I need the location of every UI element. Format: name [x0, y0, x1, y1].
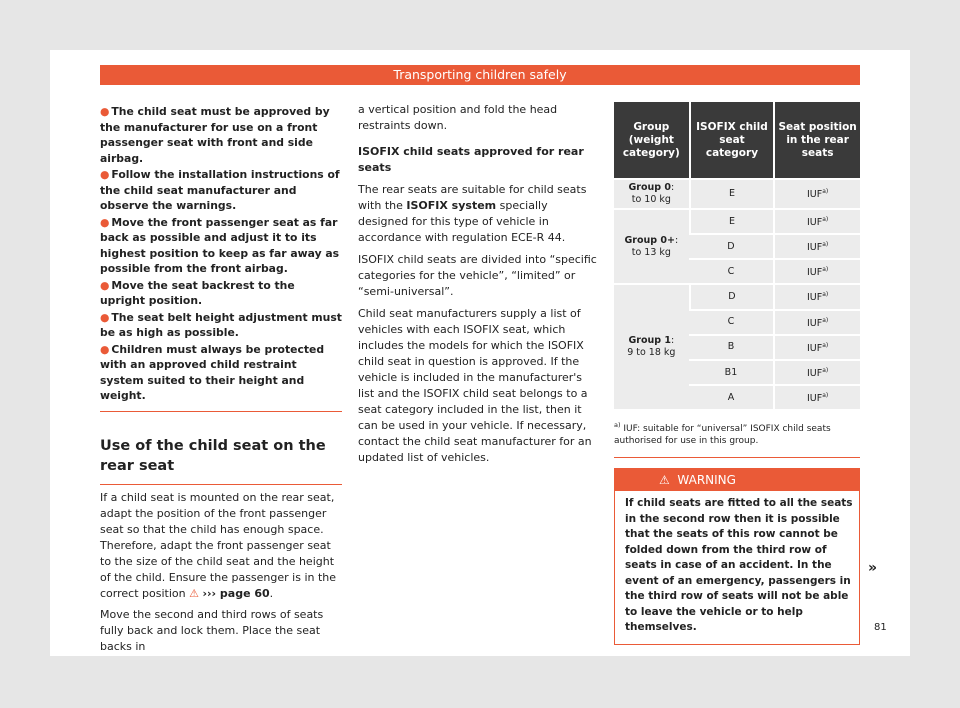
bullet-item: ● The seat belt height adjustment must be as high as possible.: [100, 310, 342, 339]
table-header-cell: Seat position in the rear seats: [773, 102, 860, 178]
paragraph: ISOFIX child seats are divided into “specific categories for the vehicle”, “limited” or “semi-universal”.: [358, 253, 597, 298]
bullet-dot-icon: ●: [100, 278, 110, 292]
category-cell: E: [689, 210, 774, 233]
warning-header: ⚠ WARNING: [615, 469, 859, 491]
bullet-dot-icon: ●: [100, 215, 110, 229]
paragraph: The rear seats are suitable for child seats with the ISOFIX system specially designed for this type of vehicle in accordance with regulation ECE-R 44.: [358, 183, 587, 244]
paragraph: a vertical position and fold the head restraints down.: [358, 103, 558, 132]
position-cell: IUF$^{a)}$: [773, 285, 860, 308]
table-row: [614, 210, 860, 233]
position-cell: IUF$^{a)}$: [773, 361, 860, 384]
group-cell: Group 0: to 10 kg: [614, 180, 689, 208]
bullet-item: ● The child seat must be approved by the manufacturer for use on a front passenger seat with front and side airbag.: [100, 105, 330, 165]
warning-text: If child seats are fitted to all the seats in the second row then it is possible that the seats of this row cannot be folded down from the third row of seats in case of an accident. In the event of an emergency, passengers in the third row of seats will not be able to leave the vehicle or to help themselves.: [625, 497, 853, 634]
position-cell: IUF$^{a)}$: [773, 260, 860, 283]
category-cell: C: [689, 311, 774, 334]
category-cell: A: [689, 386, 774, 409]
bullet-dot-icon: ●: [100, 342, 110, 356]
category-cell: D: [689, 285, 774, 308]
table-header-cell: Group (weight category): [614, 102, 689, 178]
position-cell: IUF$^{a)}$: [773, 311, 860, 334]
page-number: 81: [874, 622, 887, 633]
position-cell: IUF$^{a)}$: [773, 210, 860, 233]
column-right: [614, 100, 860, 645]
bullet-item: ● Move the front passenger seat as far back as possible and adjust it to its highest position to keep as far away as possible from the front airbag.: [100, 215, 340, 275]
section-title: Use of the child seat on the rear seat: [100, 436, 342, 485]
category-cell: D: [689, 235, 774, 258]
table-row: [614, 180, 860, 208]
group-cell: Group 1: 9 to 18 kg: [614, 285, 689, 409]
bullet-item: ● Move the seat backrest to the upright position.: [100, 278, 295, 307]
position-cell: IUF$^{a)}$: [773, 386, 860, 409]
table-footnote: $^{a)}$ IUF: suitable for “universal” ISOFIX child seats authorised for use in this group.: [614, 419, 860, 458]
warning-box: [614, 468, 860, 645]
table-header-cell: ISOFIX child seat category: [689, 102, 774, 178]
group-cell: Group 0+: to 13 kg: [614, 210, 689, 283]
isofix-table: [614, 100, 860, 411]
position-cell: IUF$^{a)}$: [773, 235, 860, 258]
chapter-header: Transporting children safely: [100, 65, 860, 85]
page-reference-link[interactable]: ››› page 60: [202, 586, 270, 600]
table-header-row: [614, 102, 860, 178]
column-middle: [358, 102, 600, 466]
safety-notice-list: [100, 98, 342, 412]
position-cell: IUF$^{a)}$: [773, 336, 860, 359]
table-row: [614, 285, 860, 308]
paragraph: If a child seat is mounted on the rear seat, adapt the position of the front passenger seat so that the child has enough space. Therefore, adapt the front passenger seat to the size of the child seat and the height of the child. Ensure the passenger is in the correct position ⚠ ››› page 60.: [100, 490, 337, 600]
warning-triangle-icon: ⚠: [659, 473, 670, 488]
paragraph: Move the second and third rows of seats fully back and lock them. Place the seat backs in: [100, 607, 324, 653]
bullet-item: ● Follow the installation instructions of the child seat manufacturer and observe the warnings.: [100, 168, 340, 212]
category-cell: B: [689, 336, 774, 359]
category-cell: C: [689, 260, 774, 283]
column-left: [100, 98, 342, 655]
bullet-item: ● Children must always be protected with an approved child restraint system suited to their height and weight.: [100, 342, 325, 402]
subheading: ISOFIX child seats approved for rear seats: [358, 145, 584, 174]
paragraph: Child seat manufacturers supply a list of vehicles with each ISOFIX seat, which includes the models for which the ISOFIX child seat in question is approved. If the vehicle is included in the manufacturer's list and the ISOFIX child seat belongs to a seat category included in the list, then it can be used in your vehicle. If necessary, contact the child seat manufacturer for an updated list of vehicles.: [358, 307, 592, 464]
continue-arrow-icon: »: [868, 560, 878, 576]
bullet-dot-icon: ●: [100, 168, 110, 181]
warning-triangle-icon: ⚠: [189, 586, 199, 600]
bullet-dot-icon: ●: [100, 310, 110, 324]
category-cell: B1: [689, 361, 774, 384]
position-cell: IUF$^{a)}$: [773, 180, 860, 208]
bullet-dot-icon: ●: [100, 105, 110, 118]
category-cell: E: [689, 180, 774, 208]
